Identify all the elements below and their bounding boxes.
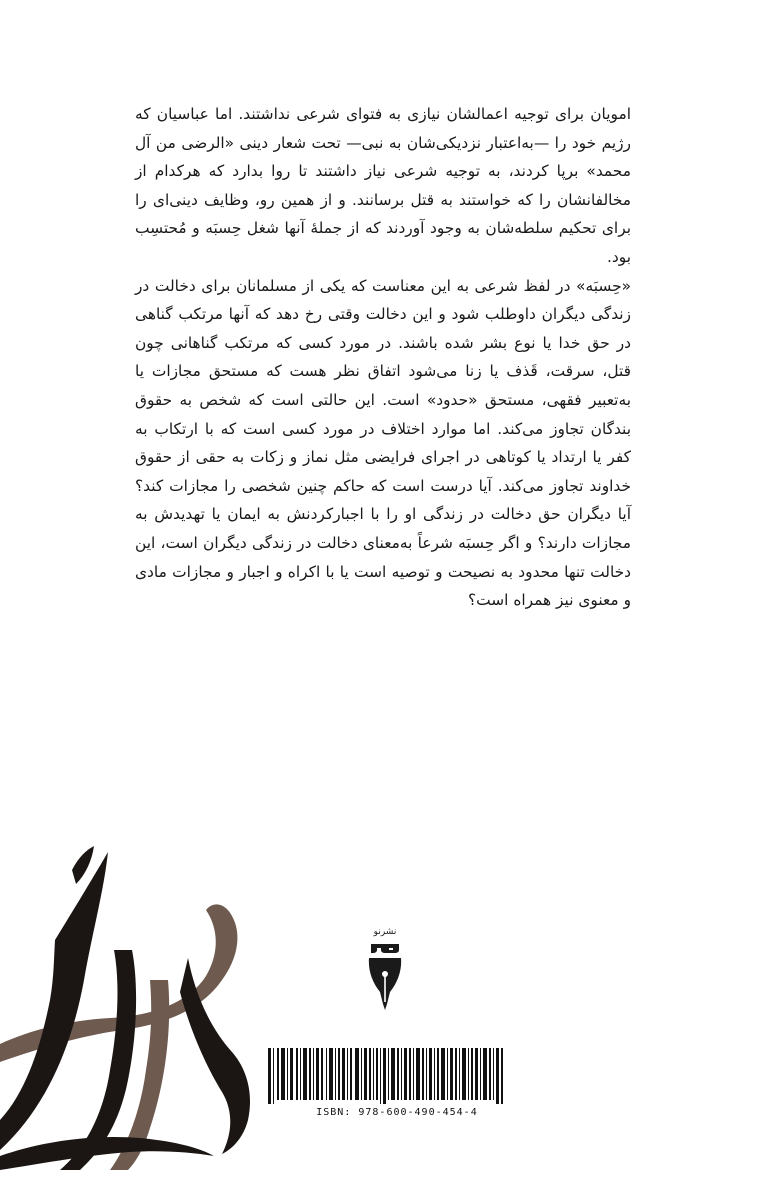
isbn-number: ISBN: 978-600-490-454-4: [316, 1107, 478, 1118]
calligraphy-artwork: [0, 830, 280, 1170]
calligraphy-top-accent: [72, 846, 94, 884]
blurb-paragraph-2: «حِسبَه» در لفظ شرعی به این معناست که یکی از مسلمانان برای دخالت در زندگی دیگران داوطلب شود و این دخالت وقتی رخ دهد که آنها مرتکب گناهی در حق خدا یا نوع بشر شده باشند. در مورد کسی که مرتکب گناهانی چون قتل، سرقت، قَذف یا زنا می‌شود اتفاق نظر هست که مستحق مجازات یا به‌تعبیر فقهی، مستحق «حدود» است. این حالتی است که شخص به حقوق بندگان تجاوز می‌کند. اما موارد اختلاف در مورد کسی است که با ارتکاب به کفر یا ارتداد یا کوتاهی در اجرای فرایضی مثل نماز و زکات به حقی از حقوق خداوند تجاوز می‌کند. آیا درست است که حاکم چنین شخصی را مجازات کند؟ آیا دیگران حق دخالت در زندگی او را با اجبارکردنش به ایمان یا تهدیدش به مجازات دارند؟ و اگر حِسبَه شرعاً به‌معنای دخالت در زندگی دیگران است، این دخالت تنها محدود به نصیحت و توصیه است یا با اکراه و اجبار و مجازات مادی و معنوی نیز همراه است؟: [135, 276, 631, 610]
barcode-icon: [268, 1048, 506, 1104]
back-cover-blurb: [135, 100, 631, 615]
fountain-pen-nib-icon: [360, 926, 410, 1010]
calligraphy-left-stroke: [0, 852, 108, 1150]
publisher-name: نشرنو: [373, 927, 397, 937]
blurb-paragraph-1: امویان برای توجیه اعمالشان نیازی به فتوای شرعی نداشتند. اما عباسیان که رژیم خود را —به‌اعتبار نزدیکی‌شان به نبی— تحت شعار دینی «الرضی من آل محمد» برپا کردند، به توجیه شرعی نیاز داشتند تا روا بدارد که هرکدام از مخالفانشان را که خواستند به قتل برسانند. و از همین رو، وظایف دینی‌ای را برای تحکیم سلطه‌شان به وجود آوردند که از جملهٔ آنها شغل حِسبَه و مُحتسِب بود.: [135, 105, 631, 266]
calligraphy-bottom-sweep: [0, 1137, 214, 1170]
